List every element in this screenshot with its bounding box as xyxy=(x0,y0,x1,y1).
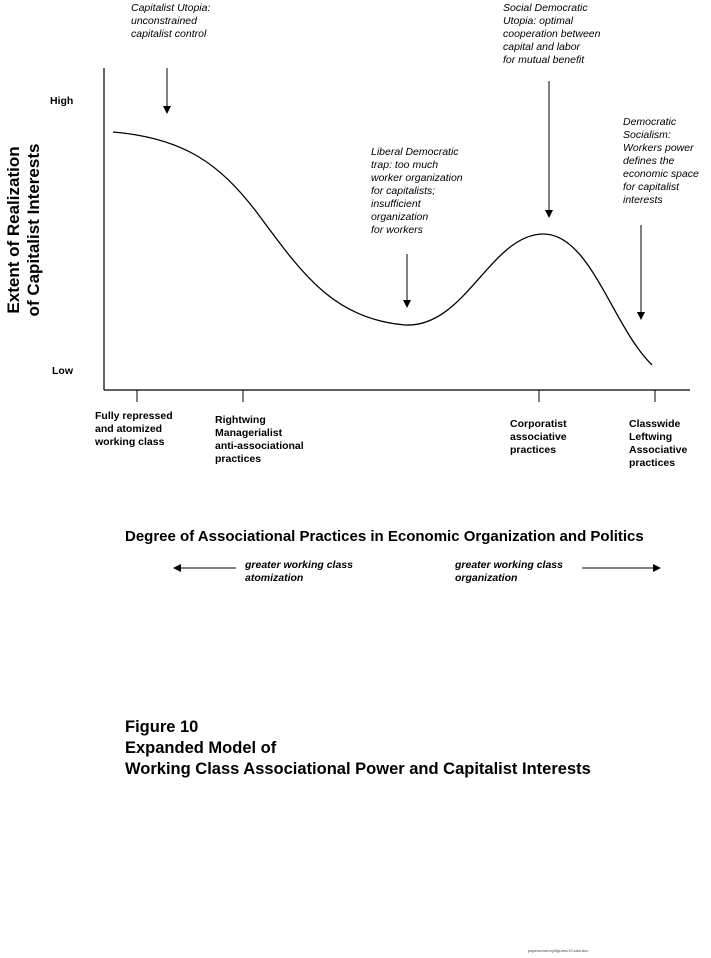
y-high-label: High xyxy=(50,95,74,107)
direction-right-caption: greater working class organization xyxy=(455,559,563,584)
direction-left-caption: greater working class atomization xyxy=(245,559,353,584)
x-label-corporatist: Corporatist associative practices xyxy=(510,418,567,456)
figure-title-line1: Expanded Model of xyxy=(125,739,277,757)
annotation-liberal-democratic-trap: Liberal Democratic trap: too much worker organization for capitalists; insufficient organization for workers xyxy=(371,146,463,236)
x-label-rightwing: Rightwing Managerialist anti-associational practices xyxy=(215,414,304,465)
annotation-capitalist-utopia: Capitalist Utopia: unconstrained capitalist control xyxy=(131,2,211,40)
x-axis-title: Degree of Associational Practices in Economic Organization and Politics xyxy=(125,528,644,545)
figure-title-line2: Working Class Associational Power and Capitalist Interests xyxy=(125,760,591,778)
figure-number: Figure 10 xyxy=(125,718,199,736)
x-label-classwide: Classwide Leftwing Associative practices xyxy=(629,418,688,469)
x-label-fully-repressed: Fully repressed and atomized working class xyxy=(95,410,173,448)
y-axis-title xyxy=(0,140,46,320)
y-axis-title-text: Extent of Realization of Capitalist Interests xyxy=(4,143,43,317)
y-low-label: Low xyxy=(52,365,73,377)
annotation-democratic-socialism: Democratic Socialism: Workers power defines the economic space for capitalist interests xyxy=(623,116,699,206)
annotation-social-democratic-utopia: Social Democratic Utopia: optimal cooperation between capital and labor for mutual benefit xyxy=(503,2,601,66)
footer-note: papers/cweory/figures/10.sdw.doc xyxy=(528,948,589,953)
